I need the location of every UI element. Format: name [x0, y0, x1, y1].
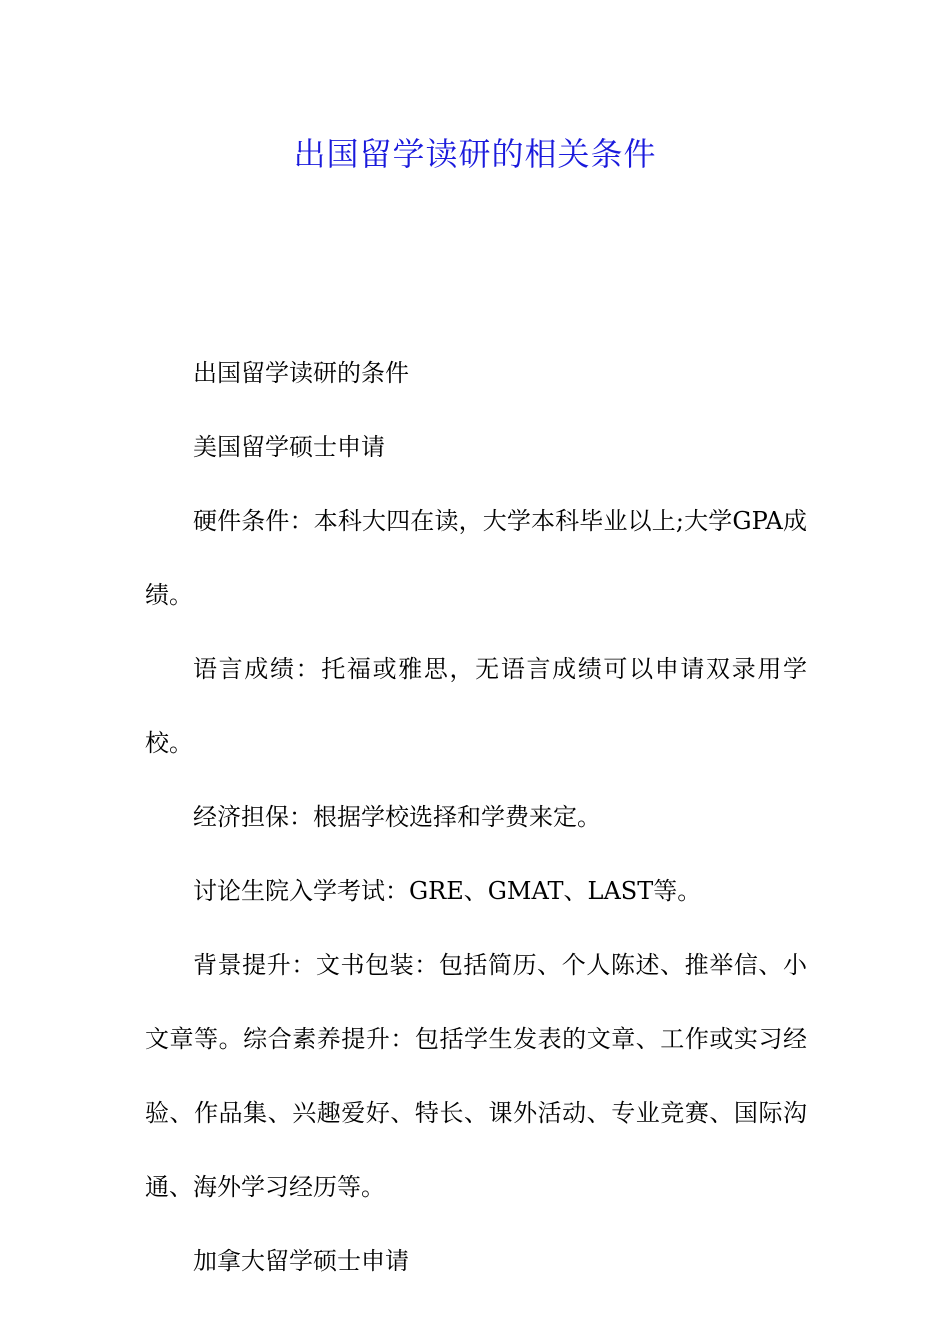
paragraph-graduate-exams: 讨论生院入学考试：GRE、GMAT、LAST等。	[193, 877, 702, 905]
document-body	[145, 336, 807, 1298]
paragraph-study-abroad-conditions: 出国留学读研的条件	[193, 359, 409, 387]
paragraph-canada-masters-heading: 加拿大留学硕士申请	[193, 1247, 409, 1275]
paragraph-language-scores: 语言成绩：托福或雅思，无语言成绩可以申请双录用学校。	[145, 655, 807, 757]
paragraph-background-improvement: 背景提升：文书包装：包括简历、个人陈述、推举信、小文章等。综合素养提升：包括学生发表的文章、工作或实习经验、作品集、兴趣爱好、特长、课外活动、专业竞赛、国际沟通、海外学习经历等。	[145, 951, 807, 1201]
page-title: 出国留学读研的相关条件	[293, 135, 657, 173]
paragraph-hardware-conditions: 硬件条件：本科大四在读，大学本科毕业以上;大学GPA成绩。	[145, 507, 807, 609]
paragraph-financial-guarantee: 经济担保：根据学校选择和学费来定。	[193, 803, 601, 831]
paragraph-us-masters-heading: 美国留学硕士申请	[193, 433, 385, 461]
